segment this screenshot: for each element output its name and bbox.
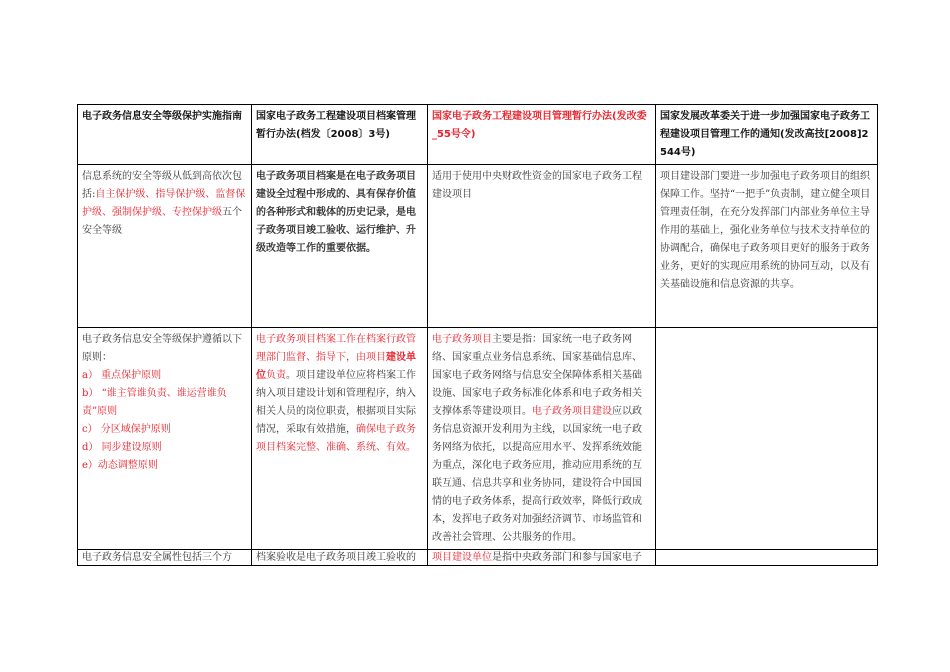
table-cell — [428, 328, 656, 550]
table-cell: 适用于使用中央财政性资金的国家电子政务工程建设项目 — [428, 165, 656, 328]
cell-highlight-bold: 建设单位 — [256, 352, 416, 381]
cell-highlight: 确保电子政务项目档案完整、准确、系统、有效。 — [256, 424, 416, 453]
regulation-comparison-table — [77, 104, 878, 566]
table-row — [78, 550, 878, 566]
cell-text: 主要是指：国家统一电子政务网络、国家重点业务信息系统、国家基础信息库、国家电子政务网络与信息安全保障体系相关基础设施、国家电子政务标准化体系和电子政务相关支撑体系等建设项目。 — [432, 334, 642, 417]
table-cell: 档案验收是电子政务项目竣工验收的 — [252, 550, 428, 566]
header-cell: 国家电子政务工程建设项目档案管理暂行办法(档发〔2008〕3号) — [252, 105, 428, 165]
table-cell — [656, 328, 878, 550]
cell-text: 应以政务信息资源开发利用为主线，以国家统一电子政务网络为依托，以提高应用水平、发挥系统效能为重点，深化电子政务应用，推动应用系统的互联互通、信息共享和业务协同，建设符合中国国情的电子政务体系，提高行政效率，降低行政成本，发挥电子政务对加强经济调节、市场监管和改善社会管理、公共服务的作用。 — [432, 406, 642, 543]
table-cell: 项目建设部门要进一步加强电子政务项目的组织保障工作。坚持“一把手”负责制，建立健全项目管理责任制，在充分发挥部门内部业务单位主导作用的基础上，强化业务单位与技术支持单位的协调配合，确保电子政务项目更好的服务于政务业务，更好的实现应用系统的协同互动，以及有关基础设施和信息资源的共享。 — [656, 165, 878, 328]
table-cell: 电子政务信息安全属性包括三个方 — [78, 550, 252, 566]
table-header-row — [78, 105, 878, 165]
header-cell: 国家电子政务工程建设项目管理暂行办法(发改委_55号令) — [428, 105, 656, 165]
table-cell — [78, 328, 252, 550]
cell-text: 电子政务信息安全等级保护遵循以下原则： — [82, 334, 242, 363]
table-cell: 电子政务项目档案是在电子政务项目建设全过程中形成的、具有保存价值的各种形式和载体的历史记录，是电子政务项目竣工验收、运行维护、升级改造等工作的重要依据。 — [252, 165, 428, 328]
list-item: e）动态调整原则 — [82, 460, 158, 471]
cell-highlight: 电子政务项目 — [432, 334, 492, 345]
table-cell — [252, 328, 428, 550]
cell-highlight: 电子政务项目档案工作在档案行政管理部门监督、指导下，由项目 — [256, 334, 416, 363]
table-cell — [78, 165, 252, 328]
list-item: c） 分区域保护原则 — [82, 424, 171, 435]
header-cell: 国家发展改革委关于进一步加强国家电子政务工程建设项目管理工作的通知(发改高技[2008]2544号) — [656, 105, 878, 165]
cell-text: 是指中央政务部门和参与国家电子 — [492, 552, 642, 563]
cell-highlight: 电子政务项目建设 — [532, 406, 612, 417]
table-cell — [656, 550, 878, 566]
list-item: b） “谁主管谁负责、谁运营谁负责”原则 — [82, 388, 227, 417]
cell-text: 五个安全等级 — [82, 207, 242, 236]
cell-highlight: 负责 — [266, 370, 286, 381]
table-row — [78, 328, 878, 550]
cell-text: 。项目建设单位应将档案工作纳入项目建设计划和管理程序，纳入相关人员的岗位职责，根据项目实际情况，采取有效措施， — [256, 370, 416, 435]
list-item: d） 同步建设原则 — [82, 442, 162, 453]
cell-highlight: 项目建设单位 — [432, 552, 492, 563]
table-row — [78, 165, 878, 328]
cell-text: 信息系统的安全等级从低到高依次包括: — [82, 171, 242, 200]
table-cell — [428, 550, 656, 566]
header-cell: 电子政务信息安全等级保护实施指南 — [78, 105, 252, 165]
cell-highlight: 自主保护级、指导保护级、监督保护级、强制保护级、专控保护级 — [82, 189, 246, 218]
list-item: a） 重点保护原则 — [82, 370, 162, 381]
